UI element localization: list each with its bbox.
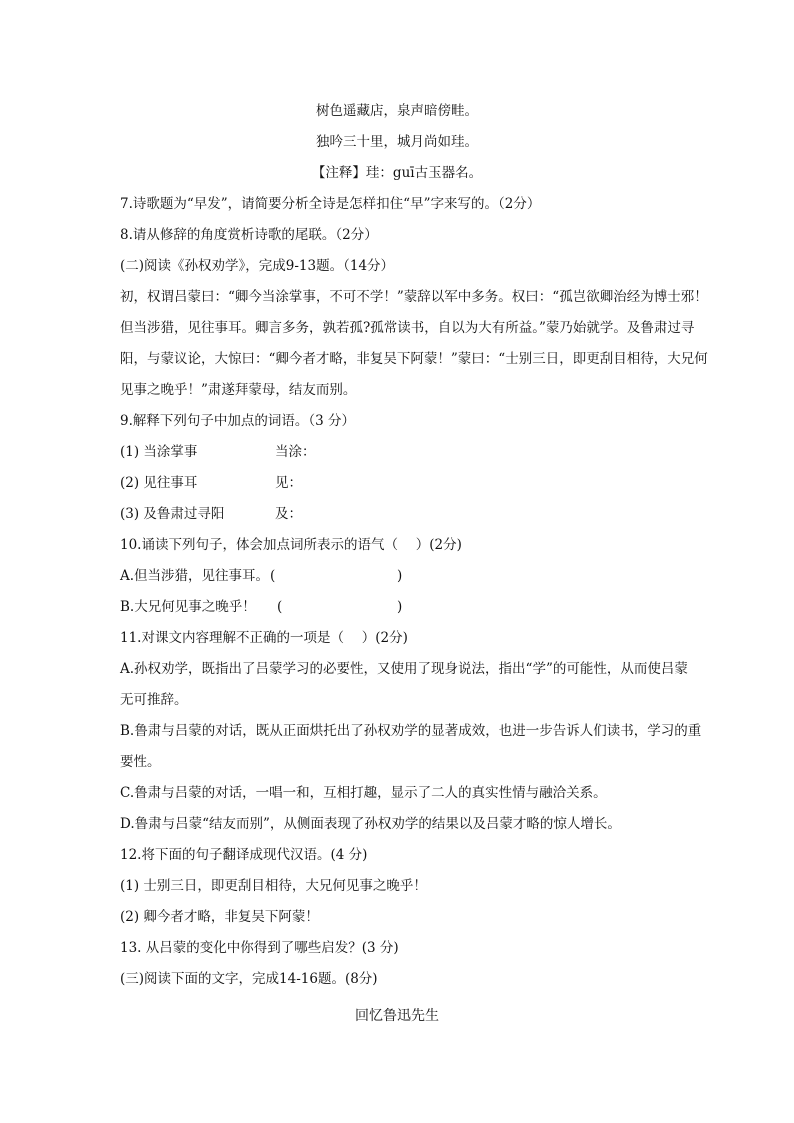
option-a-text: A.但当涉猎，见往事耳。 xyxy=(120,568,270,584)
question-11-stem: 11.对课文内容理解不正确的一项是（ ）(2分) xyxy=(120,630,408,646)
item-sentence: 当涂掌事 xyxy=(143,444,198,460)
article-title: 回忆鲁迅先生 xyxy=(355,1008,439,1024)
poem-line-1: 树色遥藏店，泉声暗傍畦。 xyxy=(316,103,478,119)
question-10-option-b xyxy=(120,597,705,617)
question-12-sentence-2: (2) 卿今者才略，非复吴下阿蒙！ xyxy=(120,909,319,925)
item-word: 及： xyxy=(275,506,302,522)
close-paren: ) xyxy=(397,568,403,584)
question-9-stem: 9.解释下列句子中加点的词语。（3 分） xyxy=(120,413,356,429)
question-10-option-a xyxy=(120,566,705,586)
question-11-option-c: C.鲁肃与吕蒙的对话，一唱一和，互相打趣，显示了二人的真实性情与融洽关系。 xyxy=(120,785,607,801)
passage-line-3: 阳，与蒙议论，大惊曰：“卿今者才略，非复吴下阿蒙！”蒙曰：“士别三日，即更刮目相待，大兄何 xyxy=(120,351,708,367)
section-2-heading: (二)阅读《孙权劝学》，完成9-13题。（14分） xyxy=(120,258,395,274)
open-paren: ( xyxy=(270,568,276,584)
question-9-item-1 xyxy=(120,442,705,462)
passage-line-2: 但当涉猎，见往事耳。卿言多务，孰若孤?孤常读书，自以为大有所益。”蒙乃始就学。及鲁肃过寻 xyxy=(120,320,695,336)
poem-note: 【注释】珪：guī古玉器名。 xyxy=(311,165,483,181)
passage-line-1: 初，权谓吕蒙曰：“卿今当涂掌事，不可不学！”蒙辞以军中多务。权曰：“孤岂欲卿治经为博士邪！ xyxy=(120,289,708,305)
question-12-sentence-1: (1) 士别三日，即更刮目相待，大兄何见事之晚乎！ xyxy=(120,878,427,894)
question-13: 13. 从吕蒙的变化中你得到了哪些启发？(3 分) xyxy=(120,940,399,956)
question-9-item-2 xyxy=(120,473,705,493)
passage-line-4: 见事之晚乎！”肃遂拜蒙母，结友而别。 xyxy=(120,382,357,398)
question-11-option-b-line-2: 要性。 xyxy=(120,754,161,770)
open-paren: ( xyxy=(277,599,283,615)
question-9-item-3 xyxy=(120,504,705,524)
question-11-option-b-line-1: B.鲁肃与吕蒙的对话，既从正面烘托出了孙权劝学的显著成效，也进一步告诉人们读书，学习的重 xyxy=(120,723,702,739)
question-11-option-a-line-1: A.孙权劝学，既指出了吕蒙学习的必要性，又使用了现身说法，指出“学”的可能性，从而使吕蒙 xyxy=(120,661,688,677)
question-11-option-a-line-2: 无可推辞。 xyxy=(120,692,188,708)
item-number: (1) xyxy=(120,444,140,460)
option-b-text: B.大兄何见事之晚乎！ xyxy=(120,599,256,615)
close-paren: ) xyxy=(397,599,403,615)
item-number: (3) xyxy=(120,506,140,522)
item-number: (2) xyxy=(120,475,140,491)
poem-line-2: 独吟三十里，城月尚如珪。 xyxy=(316,134,478,150)
question-11-option-d: D.鲁肃与吕蒙“结友而别”，从侧面表现了孙权劝学的结果以及吕蒙才略的惊人增长。 xyxy=(120,816,621,832)
section-3-heading: (三)阅读下面的文字，完成14-16题。(8分) xyxy=(120,971,378,987)
item-sentence: 及鲁肃过寻阳 xyxy=(143,506,225,522)
question-10-stem: 10.诵读下列句子，体会加点词所表示的语气（ ）(2分) xyxy=(120,537,462,553)
question-8: 8.请从修辞的角度赏析诗歌的尾联。（2分） xyxy=(120,227,378,243)
item-word: 见： xyxy=(275,475,302,491)
item-sentence: 见往事耳 xyxy=(143,475,198,491)
item-word: 当涂： xyxy=(275,444,316,460)
question-7: 7.诗歌题为“早发”，请简要分析全诗是怎样扣住“早”字来写的。（2分） xyxy=(120,196,541,212)
question-12-stem: 12.将下面的句子翻译成现代汉语。(4 分) xyxy=(120,847,368,863)
